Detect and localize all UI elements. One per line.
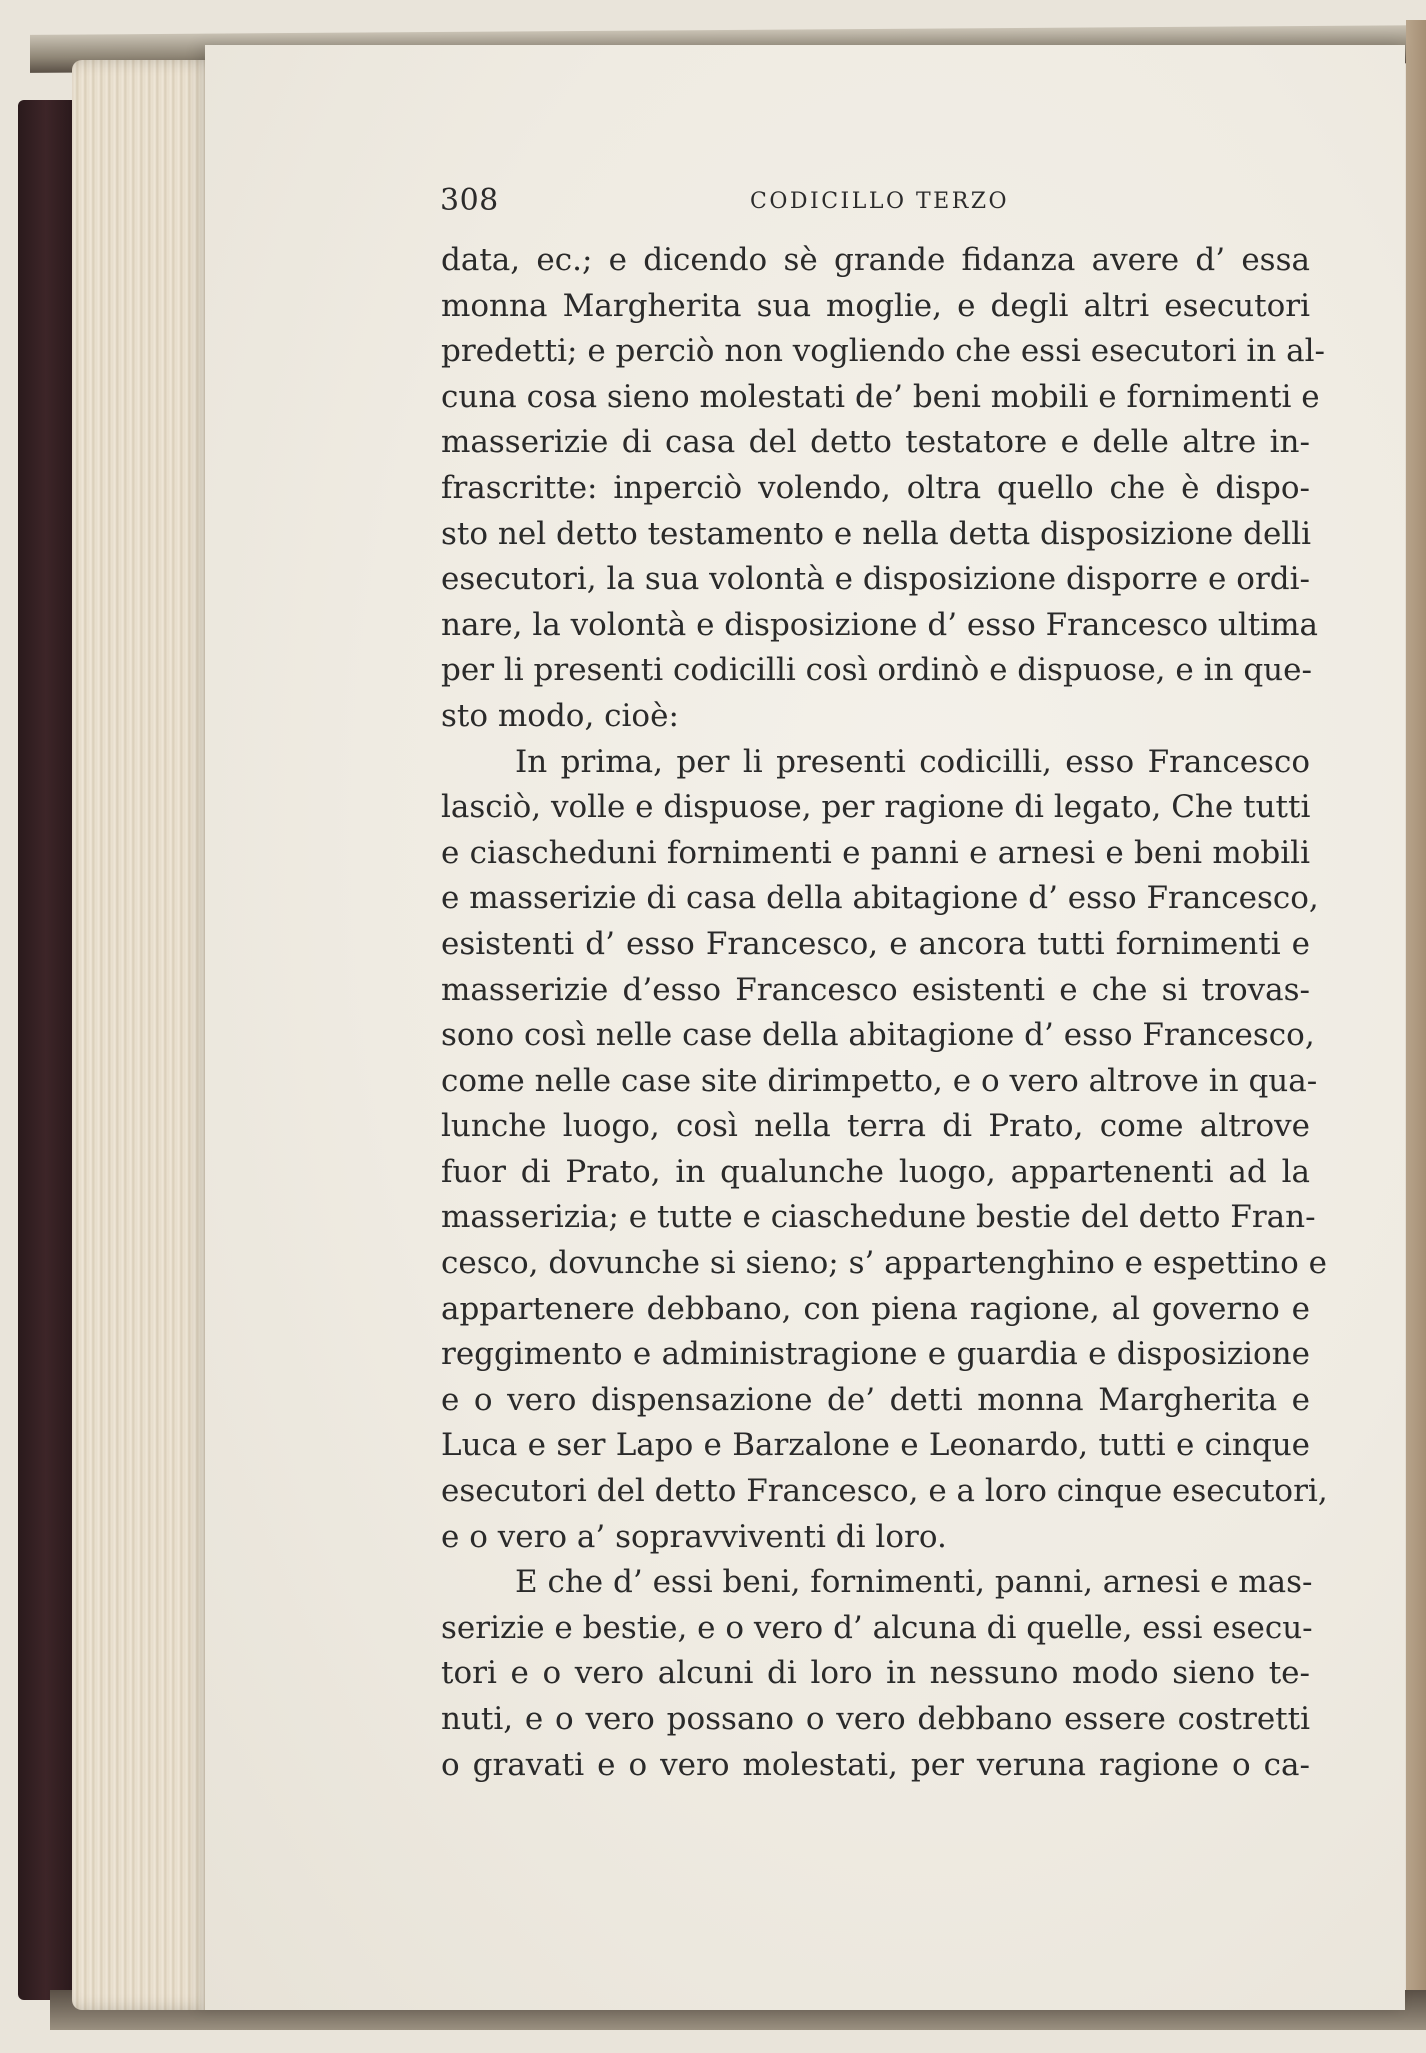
text-line: data, ec.; e dicendo sè grande fidanza avere d’ essa	[441, 242, 1310, 278]
book-cover-right-edge	[1406, 20, 1426, 2030]
page-number: 308	[440, 183, 499, 218]
text-line: frascritte: inperciò volendo, oltra quello che è dispo-	[441, 469, 1310, 506]
text-line: esistenti d’ esso Francesco, e ancora tutti fornimenti e	[441, 925, 1310, 962]
text-line: appartenere debbano, con piena ragione, al governo e	[441, 1290, 1310, 1327]
text-line: fuor di Prato, in qualunche luogo, appartenenti ad la	[441, 1153, 1310, 1190]
body-text	[441, 238, 1328, 1788]
text-line: masserizie d’esso Francesco esistenti e che si trovas-	[441, 971, 1310, 1008]
paragraph	[441, 1560, 1313, 1788]
page-header	[440, 183, 1305, 223]
text-line: sono così nelle case della abitagione d’ esso Francesco,	[441, 1017, 1315, 1054]
text-line: cuna cosa sieno molestati de’ beni mobili e fornimenti e	[441, 378, 1320, 415]
text-line: lasciò, volle e dispuose, per ragione di legato, Che tutti	[441, 789, 1311, 826]
text-line: masserizia; e tutte e ciaschedune bestie del detto Fran-	[441, 1199, 1316, 1236]
text-line: monna Margherita sua moglie, e degli altri esecutori	[441, 287, 1310, 324]
facing-page-bleed-through	[1353, 265, 1381, 1765]
running-title: CODICILLO TERZO	[750, 189, 1010, 214]
text-line: o gravati e o vero molestati, per veruna ragione o ca-	[441, 1746, 1310, 1783]
text-line: e o vero dispensazione de’ detti monna Margherita e	[441, 1381, 1310, 1418]
text-line: nare, la volontà e disposizione d’ esso Francesco ultima	[441, 606, 1318, 643]
text-line: tori e o vero alcuni di loro in nessuno modo sieno te-	[441, 1655, 1310, 1692]
book-cover-binding	[18, 100, 80, 2000]
text-line: sto nel detto testamento e nella detta disposizione delli	[441, 515, 1312, 552]
text-line: esecutori, la sua volontà e disposizione disporre e ordi-	[441, 561, 1310, 598]
text-line: esecutori del detto Francesco, e a loro cinque esecutori,	[441, 1473, 1328, 1510]
text-line: sto modo, cioè:	[441, 697, 679, 734]
paragraph	[441, 238, 1325, 740]
text-line: e masserizie di casa della abitagione d’ esso Francesco,	[441, 880, 1319, 917]
paragraph	[441, 740, 1328, 1561]
text-line: Luca e ser Lapo e Barzalone e Leonardo, tutti e cinque	[441, 1427, 1310, 1464]
text-line: predetti; e perciò non vogliendo che essi esecutori in al-	[441, 333, 1325, 370]
text-line: masserizie di casa del detto testatore e delle altre in-	[441, 424, 1310, 461]
text-line: nuti, e o vero possano o vero debbano essere costretti	[441, 1701, 1310, 1737]
text-line: In prima, per li presenti codicilli, esso Francesco	[515, 743, 1310, 780]
text-line: reggimento e administragione e guardia e disposizione	[441, 1336, 1310, 1373]
text-line: serizie e bestie, e o vero d’ alcuna di quelle, essi esecu-	[441, 1609, 1313, 1646]
text-line: E che d’ essi beni, fornimenti, panni, arnesi e mas-	[515, 1564, 1313, 1601]
text-line: lunche luogo, così nella terra di Prato, come altrove	[441, 1108, 1310, 1145]
text-line: cesco, dovunche si sieno; s’ appartenghino e espettino e	[441, 1245, 1327, 1282]
page-stack-edges	[72, 60, 222, 2010]
text-line: e o vero a’ sopravviventi di loro.	[441, 1518, 947, 1555]
text-line: e ciascheduni fornimenti e panni e arnesi e beni mobili	[441, 834, 1310, 871]
text-line: come nelle case site dirimpetto, e o vero altrove in qua-	[441, 1062, 1318, 1099]
text-line: per li presenti codicilli così ordinò e dispuose, e in que-	[441, 652, 1312, 689]
